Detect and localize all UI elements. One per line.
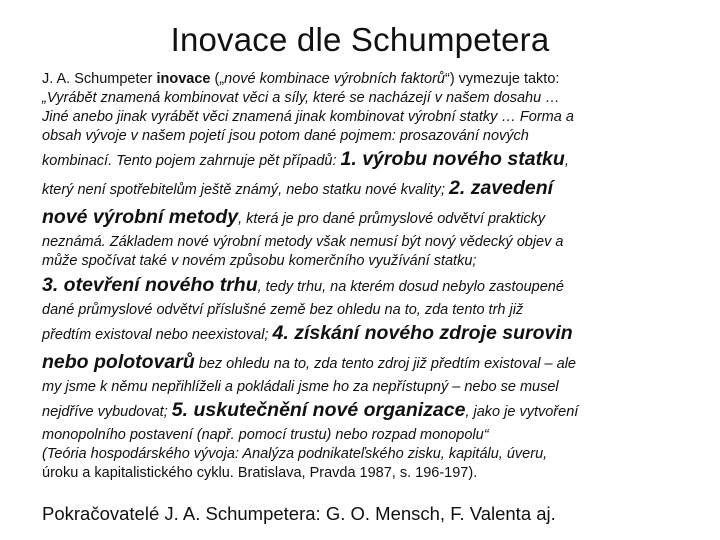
quote-line: my jsme k němu nepřihlíželi a pokládali jsme ho za nepřístupný – nebo se musel [42, 378, 559, 395]
slide-body [42, 70, 697, 483]
quote-line: může spočívat také v novém způsobu komerčního využívání statku; [42, 253, 477, 270]
quote-line [42, 397, 697, 426]
case-1: 1. výrobu nového statku [340, 148, 565, 171]
text: nejdříve vybudovat; [42, 403, 172, 420]
text: kombinací. Tento pojem zahrnuje pět případů: [42, 153, 341, 170]
case-3: 3. otevření nového trhu [42, 273, 258, 296]
text: který není spotřebitelům ještě známý, nebo statku nové kvality; [42, 182, 450, 199]
quote-line [42, 175, 697, 204]
quote-line [42, 349, 697, 378]
case-2-cont: nové výrobní metody [42, 206, 239, 229]
quote-line [42, 204, 697, 233]
followers-note: Pokračovatelé J. A. Schumpetera: G. O. Mensch, F. Valenta aj. [42, 503, 556, 524]
text: J. A. Schumpeter [42, 71, 157, 87]
quote-line [42, 146, 697, 175]
quote-line [42, 272, 697, 301]
body-line [42, 70, 697, 89]
text: předtím existoval nebo neexistoval; [42, 326, 273, 343]
case-2: 2. zavedení [449, 177, 554, 200]
text: , tedy trhu, na kterém dosud nebylo zastoupené [257, 278, 564, 295]
quote-line: „Vyrábět znamená kombinovat věci a síly, které se nacházejí v našem dosahu … [42, 90, 560, 107]
text: bez ohledu na to, zda tento zdroj již předtím existoval – ale [194, 355, 576, 372]
slide-title: Inovace dle Schumpetera [170, 21, 550, 58]
case-4-cont: nebo polotovarů [42, 350, 195, 373]
quote-line: dané průmyslové odvětví příslušné země bez ohledu na to, zda tento trh již [42, 301, 524, 318]
text: , [564, 153, 569, 170]
quote-line [42, 320, 697, 349]
definition-text: nové kombinace výrobních faktorů [224, 71, 445, 87]
quote-line: Jiné anebo jinak vyrábět věci znamená jinak kombinovat výrobní statky … Forma a [42, 109, 574, 126]
citation-line: úroku a kapitalistického cyklu. Bratislava, Pravda 1987, s. 196-197). [42, 464, 478, 481]
text: , jako je vytvoření [465, 403, 579, 420]
case-5: 5. uskutečnění nové organizace [171, 398, 466, 421]
quote-line: monopolního postavení (např. pomocí trustu) nebo rozpad monopolu“ [42, 426, 489, 443]
term-inovace: inovace [156, 71, 211, 87]
citation-line: (Teória hospodárského vývoja: Analýza podnikateľského zisku, kapitálu, úveru, [42, 445, 548, 462]
quote-line: neznámá. Základem nové výrobní metody však nemusí být nový vědecký objev a [42, 234, 564, 251]
text: “) vymezuje takto: [444, 71, 560, 87]
quote-line: obsah vývoje v našem pojetí jsou potom dané pojmem: prosazování nových [42, 128, 529, 145]
case-4: 4. získání nového zdroje surovin [272, 321, 573, 344]
text: , která je pro dané průmyslové odvětví prakticky [238, 211, 546, 228]
text: („ [210, 71, 225, 87]
